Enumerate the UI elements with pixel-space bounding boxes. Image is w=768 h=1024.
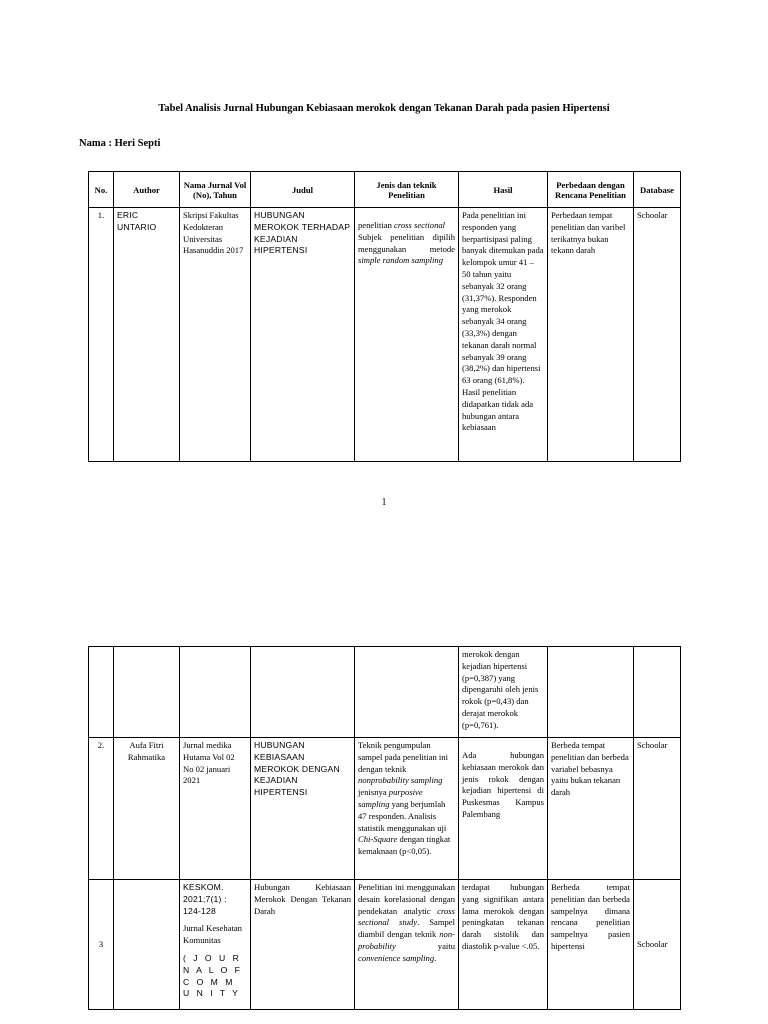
header-database: Database (634, 172, 681, 208)
row3-author (114, 880, 180, 1010)
row1-database: Schoolar (634, 208, 681, 462)
row2-author: Aufa Fitri Rahmatika (114, 738, 180, 880)
row2-method: Teknik pengumpulan sampel pada penelitian ini dengan teknik nonprobability sampling jenisnya purposive sampling yang berjumlah 47 responden. Analisis statistik menggunakan uji Chi-Square dengan tingkat kemaknaan (p<0,05). (355, 738, 459, 880)
row3-method: Penelitian ini menggunakan desain korelasional dengan pendekatan analytic cross sectional study. Sampel diambil dengan teknik non-probability yaitu convenience sampling. (355, 880, 459, 1010)
row3-result: terdapat hubungan yang signifikan antara lama merokok dengan peningkatan tekanan darah sistolik dan diastolik p-value <.05. (459, 880, 548, 1010)
row2-difference: Berbeda tempat penelitian dan berbeda variabel bebasnya yaitu bukan tekanan darah (548, 738, 634, 880)
row2-journal: Jurnal medika Hutama Vol 02 No 02 januari 2021 (180, 738, 251, 880)
row2-result: Ada hubungan kebiasaan merokok dan jenis rokok dengan kejadian hipertensi di Puskesmas Kampus Palembang (459, 738, 548, 880)
analysis-table-page-1 (88, 171, 681, 462)
header-author: Author (114, 172, 180, 208)
row1-journal: Skripsi Fakultas Kedokteran Universitas Hasanuddin 2017 (180, 208, 251, 462)
table-row (89, 880, 681, 1010)
header-result: Hasil (459, 172, 548, 208)
row3-journal: KESKOM. 2021;7(1) : 124-128 Jurnal Kesehatan Komunitas ( J O U R N A L O F C O M M U N I T Y (180, 880, 251, 1010)
row1-author: ERIC UNTARIO (114, 208, 180, 462)
author-name-line: Nama : Heri Septi (79, 138, 161, 149)
row2-title: HUBUNGAN KEBIASAAN MEROKOK DENGAN KEJADIAN HIPERTENSI (251, 738, 355, 880)
document-title: Tabel Analisis Jurnal Hubungan Kebiasaan merokok dengan Tekanan Darah pada pasien Hipertensi (158, 103, 610, 114)
header-journal: Nama Jurnal Vol (No), Tahun (180, 172, 251, 208)
row1-result-part2: merokok dengan kejadian hipertensi (p=0,387) yang dipengaruhi oleh jenis rokok (p=0,43) dan derajat merokok (p=0,761). (459, 647, 548, 738)
row2-no: 2. (89, 738, 114, 880)
table-row (89, 208, 681, 462)
table-row (89, 647, 681, 738)
row3-difference: Berbeda tempat penelitian dan berbeda sampelnya dimana rencana penelitian sampelnya pasien hipertensi (548, 880, 634, 1010)
row3-title: Hubungan Kebiasaan Merokok Dengan Tekanan Darah (251, 880, 355, 1010)
header-method: Jenis dan teknik Penelitian (355, 172, 459, 208)
row3-database: Schoolar (634, 880, 681, 1010)
table-row (89, 738, 681, 880)
row1-result-part1: Pada penelitian ini responden yang berpartisipasi paling banyak ditemukan pada kelompok umur 41 – 50 tahun yaitu sebanyak 32 orang (31,37%). Responden yang merokok sebanyak 34 orang (33,3%) dengan tekanan darah normal sebanyak 39 orang (38,2%) dan hipertensi 63 orang (61,8%). Hasil penelitian didapatkan tidak ada hubungan antara kebiasaan (459, 208, 548, 462)
header-difference: Perbedaan dengan Rencana Penelitian (548, 172, 634, 208)
header-title: Judul (251, 172, 355, 208)
header-no: No. (89, 172, 114, 208)
row3-no: 3 (89, 880, 114, 1010)
row1-no: 1. (89, 208, 114, 462)
row2-database: Schoolar (634, 738, 681, 880)
row1-title: HUBUNGAN MEROKOK TERHADAP KEJADIAN HIPERTENSI (251, 208, 355, 462)
row1-method: penelitian cross sectional Subjek penelitian dipilih menggunakan metode simple random sampling (355, 208, 459, 462)
page-number: 1 (381, 497, 387, 508)
analysis-table-page-2 (88, 646, 681, 1010)
row1-difference: Perbedaan tempat penelitian dan varibel terikatnya bukan tekann darah (548, 208, 634, 462)
